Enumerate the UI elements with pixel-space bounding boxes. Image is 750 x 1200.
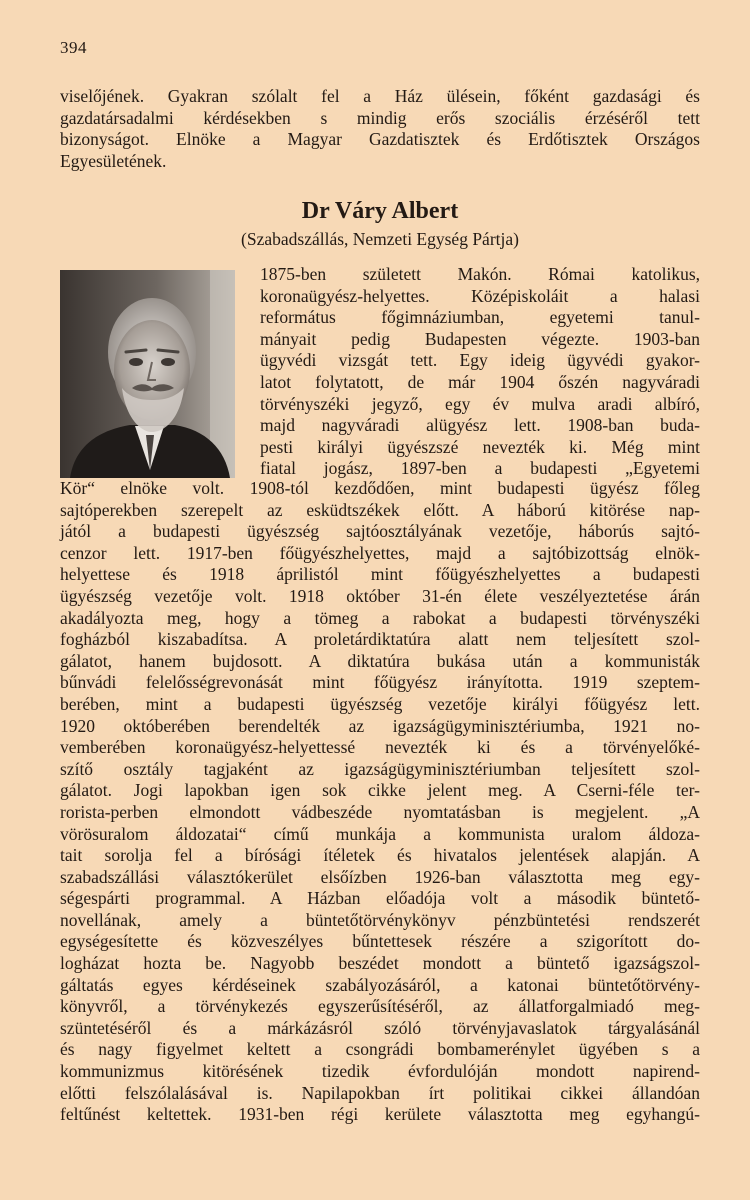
text-line: kommunizmus kitörésének tizedik évfordulóján mondott napirend- bbox=[60, 1061, 700, 1082]
text-line: koronaügyész-helyettes. Középiskoláit a halasi bbox=[260, 285, 700, 306]
text-line: cenzor lett. 1917-ben főügyészhelyettes, majd a sajtóbizottság elnök- bbox=[60, 542, 700, 563]
text-line: ségespárti programmal. A Házban előadója volt a második büntető- bbox=[60, 888, 700, 909]
text-line: vörösuralom áldozatai“ című munkája a kommunista uralom áldoza- bbox=[60, 823, 700, 844]
text-line: előtti felszólalásával is. Napilapokban írt politikai cikkei állandóan bbox=[60, 1082, 700, 1103]
text-line: latot folytatott, de már 1904 őszén nagyváradi bbox=[260, 371, 700, 392]
text-line: szabadszállási választókerület elsőízben 1926-ban választotta meg egy- bbox=[60, 866, 700, 887]
text-line: ügyészség vezetője volt. 1918 október 31-én élete veszélyeztetése árán bbox=[60, 585, 700, 606]
text-line: pesti királyi ügyészszé nevezték ki. Még mint bbox=[260, 436, 700, 457]
text-line: rorista-perben elmondott vádbeszéde nyomtatásban is megjelent. „A bbox=[60, 801, 700, 822]
page-number: 394 bbox=[60, 38, 87, 57]
portrait-image bbox=[60, 270, 235, 478]
text-line: szítő osztály tagjaként az igazságügyminisztériumban teljesített szol- bbox=[60, 758, 700, 779]
text-line: mányait pedig Budapesten végezte. 1903-ban bbox=[260, 328, 700, 349]
text-line: logházat hozta be. Nagyobb beszédet mondott a büntető igazságszol- bbox=[60, 953, 700, 974]
portrait-photo bbox=[60, 270, 235, 478]
text-line: törvényszéki jegyző, egy év mulva aradi albíró, bbox=[260, 393, 700, 414]
text-line: sajtóperekben szerepelt az esküdtszékek előtt. A háború kitörése nap- bbox=[60, 499, 700, 520]
text-line: tait sorolja fel a bírósági ítéletek és hivatalos jelentések alapján. A bbox=[60, 845, 700, 866]
text-line: gáltatás egyes kérdéseinek szabályozásáról, a katonai büntetőtörvény- bbox=[60, 974, 700, 995]
bio-title: Dr Váry Albert bbox=[301, 198, 459, 224]
text-line: és nagy figyelmet keltett a csongrádi bombamerénylet ügyében s a bbox=[60, 1039, 700, 1060]
text-line: viselőjének. Gyakran szólalt fel a Ház ülésein, főként gazdasági és bbox=[60, 86, 700, 106]
bio-heading bbox=[60, 196, 700, 250]
text-line: feltűnést keltettek. 1931-ben régi kerülete választotta meg egyhangú- bbox=[60, 1104, 700, 1125]
text-line: berében, mint a budapesti ügyészség vezetője királyi főügyész lett. bbox=[60, 693, 700, 714]
text-line: ügyvédi vizsgát tett. Egy ideig ügyvédi gyakor- bbox=[260, 350, 700, 371]
text-line: bűnvádi felelősségrevonását mint főügyész irányította. 1919 szeptem- bbox=[60, 672, 700, 693]
text-line: majd nagyváradi alügyész lett. 1908-ban buda- bbox=[260, 415, 700, 436]
text-line: 1920 októberében berendelték az igazságügyminisztériumba, 1921 no- bbox=[60, 715, 700, 736]
bio-text-wrapped bbox=[260, 264, 700, 480]
text-line: Kör“ elnöke volt. 1908-tól kezdődően, mint budapesti ügyész főleg bbox=[60, 478, 700, 498]
text-line: vemberében koronaügyész-helyettessé nevezték ki és a törvényelőké- bbox=[60, 737, 700, 758]
text-line: jától a budapesti ügyészség sajtóosztályának vezetője, háborús sajtó- bbox=[60, 521, 700, 542]
text-line: helyettese és 1918 áprilistól mint főügyészhelyettes a budapesti bbox=[60, 564, 700, 585]
text-line: 1875-ben született Makón. Római katolikus, bbox=[260, 264, 700, 284]
text-line: református főgimnáziumban, egyetemi tanul- bbox=[260, 307, 700, 328]
text-line: gálatot, hanem bujdosott. A diktatúra bukása után a kommunisták bbox=[60, 650, 700, 671]
text-line: bizonyságot. Elnöke a Magyar Gazdatisztek és Erdőtisztek Országos bbox=[60, 129, 700, 149]
text-line: fiatal jogász, 1897-ben a budapesti „Egyetemi bbox=[260, 458, 700, 479]
text-line: szüntetéséről és a márkázásról szóló törvényjavaslatok tárgyalásánál bbox=[60, 1017, 700, 1038]
text-line: fogházból kiszabadítsa. A proletárdiktatúra alatt nem teljesített szol- bbox=[60, 629, 700, 650]
text-line: gálatot. Jogi lapokban igen sok cikke jelent meg. A Cserni-féle ter- bbox=[60, 780, 700, 801]
text-line: akadályozta meg, hogy a tömeg a rabokat a budapesti törvényszéki bbox=[60, 607, 700, 628]
text-line: gazdatársadalmi kérdésekben s mindig erős szociális érzéséről tett bbox=[60, 107, 700, 128]
intro-paragraph bbox=[60, 86, 700, 172]
bio-affiliation: (Szabadszállás, Nemzeti Egység Pártja) bbox=[241, 229, 519, 249]
text-line: egységesítette és közveszélyes bűntettesek részére a szigorított do- bbox=[60, 931, 700, 952]
text-line: novellának, amely a büntetőtörvénykönyv pénzbüntetési rendszerét bbox=[60, 909, 700, 930]
text-line: könyvről, a törvénykezés egyszerűsítéséről, az állatforgalmiadó meg- bbox=[60, 996, 700, 1017]
bio-text-full bbox=[60, 478, 700, 1126]
text-line: Egyesületének. bbox=[60, 150, 167, 171]
